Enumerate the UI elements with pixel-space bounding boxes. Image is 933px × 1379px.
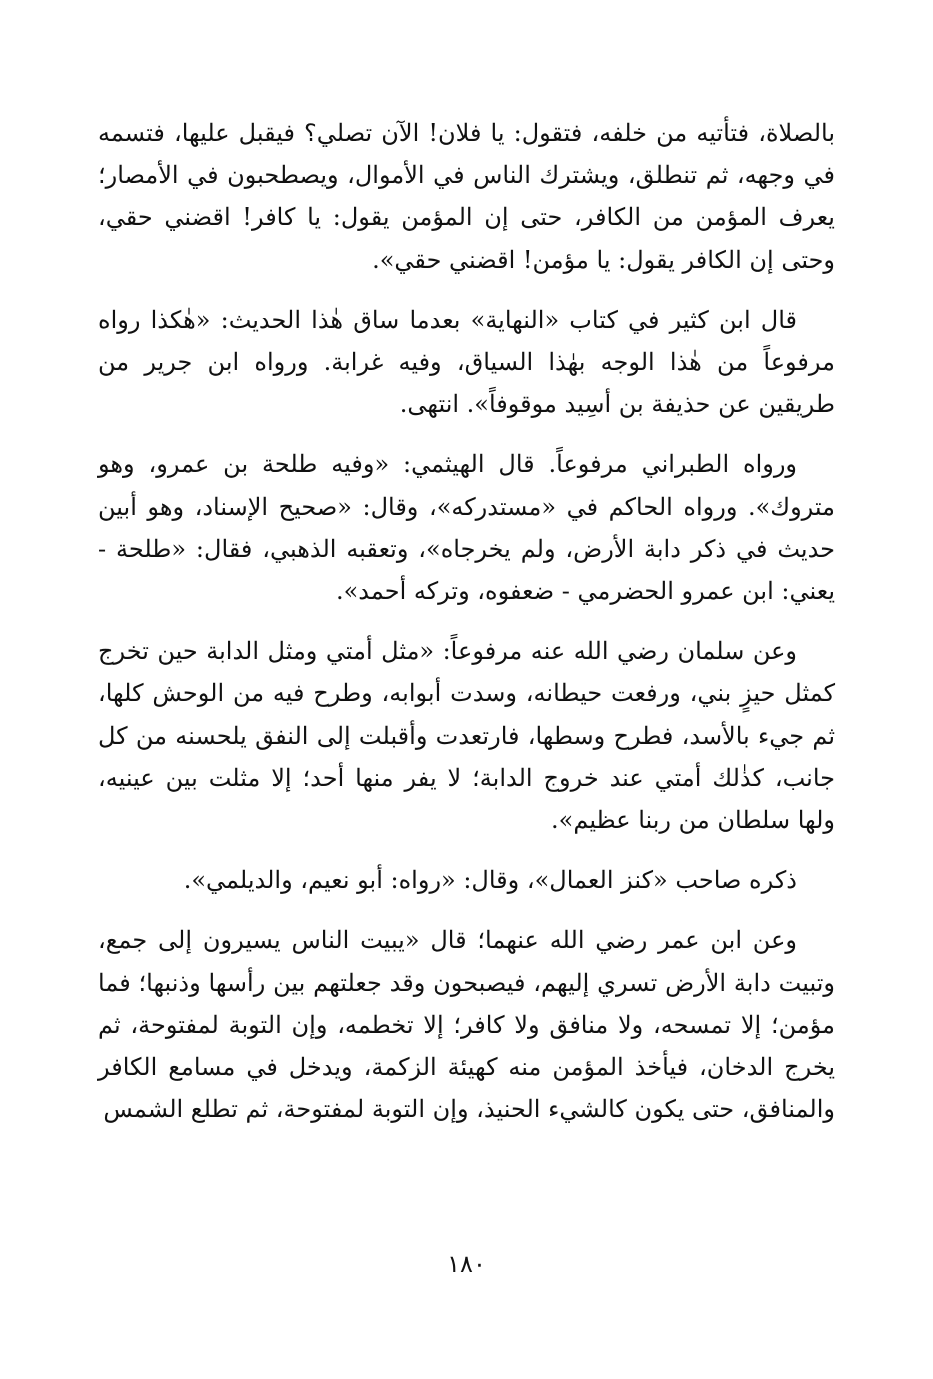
page-number: ١٨٠	[447, 1250, 486, 1278]
paragraph-ibn-kathir: قال ابن كثير في كتاب «النهاية» بعدما ساق هٰذا الحديث: «هٰكذا رواه مرفوعاً من هٰذا الوجه بهٰذا السياق، وفيه غرابة. ورواه ابن جرير من طريقين عن حذيفة بن أسِيد موقوفاً». انتهى.	[98, 305, 836, 419]
paragraph-tabarani: ورواه الطبراني مرفوعاً. قال الهيثمي: «وفيه طلحة بن عمرو، وهو متروك». ورواه الحاكم في «مستدركه»، وقال: «صحيح الإسناد، وهو أبين حديث في ذكر دابة الأرض، ولم يخرجاه»، وتعقبه الذهبي، فقال: «طلحة - يعني: ابن عمرو الحضرمي - ضعفوه، وتركه أحمد».	[98, 450, 835, 606]
paragraph-ibn-umar: وعن ابن عمر رضي الله عنهما؛ قال «يبيت الناس يسيرون إلى جمع، وتبيت دابة الأرض تسري إليهم، فيصبحون وقد جعلتهم بين رأسها وذنبها؛ فما مؤمن؛ إلا تمسحه، ولا منافق ولا كافر؛ إلا تخطمه، وإن التوبة لمفتوحة، ثم يخرج الدخان، فيأخذ المؤمن منه كهيئة الزكمة، ويدخل في مسامع الكافر والمنافق، حتى يكون كالشيء الحنيذ، وإن التوبة لمفتوحة، ثم تطلع الشمس	[98, 926, 835, 1124]
paragraph-continuation: بالصلاة، فتأتيه من خلفه، فتقول: يا فلان! الآن تصلي؟ فيقبل عليها، فتسمه في وجهه، ثم تنطلق، ويشترك الناس في الأموال، ويصطحبون في الأمصار؛ يعرف المؤمن من الكافر، حتى إن المؤمن يقول: يا كافر! اقضني حقي، وحتى إن الكافر يقول: يا مؤمن! اقضني حقي».	[98, 119, 835, 274]
paragraph-salman: وعن سلمان رضي الله عنه مرفوعاً: «مثل أمتي ومثل الدابة حين تخرج كمثل حيزٍ بني، ورفعت حيطانه، وسدت أبوابه، وطرح فيه من الوحش كلها، ثم جيء بالأسد، فطرح وسطها، فارتعدت وأقبلت إلى النفق يلحسنه من كل جانب، كذٰلك أمتي عند خروج الدابة؛ لا يفر منها أحد؛ إلا مثلت بين عينيه، ولها سلطان من ربنا عظيم».	[98, 637, 835, 835]
paragraph-kanz-al-ummal: ذكره صاحب «كنز العمال»، وقال: «رواه: أبو نعيم، والديلمي».	[183, 866, 797, 895]
body-text	[98, 112, 835, 1130]
